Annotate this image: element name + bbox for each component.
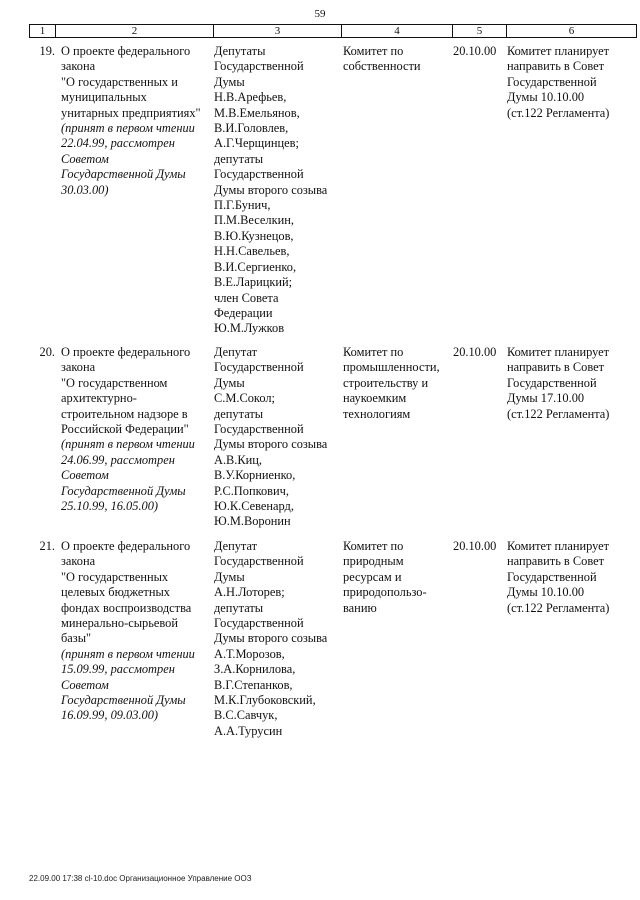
author-line: депутаты bbox=[214, 406, 264, 421]
bill-title-line: "О государственных и bbox=[61, 74, 178, 89]
plan-cell bbox=[507, 44, 637, 121]
author-line: Государственной bbox=[214, 554, 304, 569]
plan-line: Государственной bbox=[507, 375, 597, 390]
author-line: А.А.Турусин bbox=[214, 723, 283, 738]
committee-line: Комитет по bbox=[343, 539, 404, 553]
author-line: Р.С.Попкович, bbox=[214, 483, 289, 498]
column-header-1: 1 bbox=[30, 25, 56, 37]
plan-line: Государственной bbox=[507, 569, 597, 584]
author-line: Думы второго созыва bbox=[214, 631, 328, 646]
bill-title-line: муниципальных bbox=[61, 90, 147, 105]
column-header-6: 6 bbox=[568, 25, 575, 37]
committee-cell bbox=[343, 345, 451, 422]
bill-title-line: О проекте федерального bbox=[61, 539, 191, 553]
author-line: Федерации bbox=[214, 305, 273, 320]
plan-line: Комитет планирует bbox=[507, 539, 610, 553]
author-line: Думы bbox=[214, 74, 245, 89]
committee-line: наукоемким bbox=[343, 391, 407, 406]
committee-line: ванию bbox=[343, 600, 377, 615]
reading-note-line: 16.09.99, 09.03.00) bbox=[61, 708, 159, 723]
author-line: В.У.Корниенко, bbox=[214, 468, 296, 483]
bill-title-line: целевых бюджетных bbox=[61, 585, 170, 600]
bill-title-line: закона bbox=[61, 59, 96, 74]
author-line: Депутат bbox=[214, 345, 258, 359]
author-line: Ю.К.Севенард, bbox=[214, 499, 294, 514]
bill-title-line: "О государственных bbox=[61, 569, 169, 584]
bill-title-line: строительном надзоре в bbox=[61, 406, 188, 421]
committee-line: строительству и bbox=[343, 375, 429, 390]
reading-note-line: 15.09.99, рассмотрен bbox=[61, 662, 175, 677]
authors-cell bbox=[214, 44, 341, 337]
author-line: Думы второго созыва bbox=[214, 437, 328, 452]
plan-line: направить в Совет bbox=[507, 554, 605, 569]
committee-line: Комитет по bbox=[343, 44, 404, 58]
committee-line: собственности bbox=[343, 59, 421, 74]
bill-title-line: О проекте федерального bbox=[61, 44, 191, 58]
reading-note-line: 25.10.99, 16.05.00) bbox=[61, 499, 159, 514]
plan-cell bbox=[507, 539, 637, 616]
plan-line: (ст.122 Регламента) bbox=[507, 105, 610, 120]
reading-note-line: Советом bbox=[61, 151, 109, 166]
bill-title-cell bbox=[61, 539, 213, 724]
reading-note-line: 22.04.99, рассмотрен bbox=[61, 136, 175, 151]
plan-line: (ст.122 Регламента) bbox=[507, 406, 610, 421]
reading-note-line: (принят в первом чтении bbox=[61, 121, 195, 136]
date-cell: 20.10.00 bbox=[453, 44, 497, 58]
committee-line: технологиям bbox=[343, 406, 411, 421]
bill-title-line: О проекте федерального bbox=[61, 345, 191, 359]
bill-title-line: архитектурно- bbox=[61, 391, 137, 406]
authors-cell bbox=[214, 539, 341, 739]
committee-line: промышленности, bbox=[343, 360, 440, 375]
author-line: Думы второго созыва bbox=[214, 182, 328, 197]
plan-line: Думы 10.10.00 bbox=[507, 585, 585, 600]
author-line: Государственной bbox=[214, 616, 304, 631]
author-line: Государственной bbox=[214, 167, 304, 182]
entry-number: 19. bbox=[39, 44, 55, 58]
author-line: В.Е.Ларицкий; bbox=[214, 275, 293, 290]
author-line: член Совета bbox=[214, 290, 279, 305]
author-line: Депутаты bbox=[214, 44, 266, 58]
date-cell: 20.10.00 bbox=[453, 345, 497, 359]
author-line: В.С.Савчук, bbox=[214, 708, 278, 723]
author-line: Думы bbox=[214, 569, 245, 584]
author-line: Ю.М.Лужков bbox=[214, 321, 285, 336]
author-line: П.М.Веселкин, bbox=[214, 213, 294, 228]
column-header-row bbox=[29, 24, 637, 38]
plan-line: направить в Совет bbox=[507, 360, 605, 375]
entry-number: 20. bbox=[39, 345, 55, 359]
reading-note-line: Государственной Думы bbox=[61, 693, 186, 708]
author-line: А.Т.Морозов, bbox=[214, 646, 285, 661]
author-line: Государственной bbox=[214, 422, 304, 437]
plan-line: Комитет планирует bbox=[507, 345, 610, 359]
footer-info: 22.09.00 17:38 cl-10.doc Организационное Управление ООЗ bbox=[29, 874, 252, 883]
reading-note-line: 30.03.00) bbox=[61, 182, 109, 197]
authors-cell bbox=[214, 345, 341, 530]
plan-line: направить в Совет bbox=[507, 59, 605, 74]
committee-cell bbox=[343, 44, 451, 75]
bill-title-line: минерально-сырьевой bbox=[61, 616, 178, 631]
date-cell: 20.10.00 bbox=[453, 539, 497, 553]
author-line: Государственной bbox=[214, 360, 304, 375]
committee-line: ресурсам и bbox=[343, 569, 402, 584]
author-line: депутаты bbox=[214, 600, 264, 615]
reading-note-line: 24.06.99, рассмотрен bbox=[61, 452, 175, 467]
author-line: Думы bbox=[214, 375, 245, 390]
committee-line: Комитет по bbox=[343, 345, 404, 359]
page-number: 59 bbox=[314, 8, 326, 20]
author-line: М.В.Емельянов, bbox=[214, 105, 300, 120]
bill-title-line: "О государственном bbox=[61, 375, 168, 390]
author-line: депутаты bbox=[214, 151, 264, 166]
plan-line: (ст.122 Регламента) bbox=[507, 600, 610, 615]
plan-cell bbox=[507, 345, 637, 422]
reading-note-line: Государственной Думы bbox=[61, 483, 186, 498]
committee-line: природным bbox=[343, 554, 404, 569]
bill-title-line: базы" bbox=[61, 631, 92, 646]
column-header-3: 3 bbox=[214, 25, 342, 37]
author-line: Государственной bbox=[214, 59, 304, 74]
author-line: З.А.Корнилова, bbox=[214, 662, 296, 677]
author-line: М.К.Глубоковский, bbox=[214, 693, 316, 708]
reading-note-line: (принят в первом чтении bbox=[61, 437, 195, 452]
bill-title-line: закона bbox=[61, 554, 96, 569]
reading-note-line: (принят в первом чтении bbox=[61, 646, 195, 661]
column-header-4: 4 bbox=[342, 25, 453, 37]
bill-title-line: фондах воспроизводства bbox=[61, 600, 192, 615]
author-line: Ю.М.Воронин bbox=[214, 514, 291, 529]
author-line: Н.Н.Савельев, bbox=[214, 244, 290, 259]
author-line: А.В.Киц, bbox=[214, 452, 263, 467]
author-line: П.Г.Бунич, bbox=[214, 198, 271, 213]
reading-note-line: Советом bbox=[61, 468, 109, 483]
author-line: В.Ю.Кузнецов, bbox=[214, 228, 294, 243]
plan-line: Думы 17.10.00 bbox=[507, 391, 585, 406]
bill-title-cell bbox=[61, 44, 213, 198]
author-line: Н.В.Арефьев, bbox=[214, 90, 287, 105]
committee-line: природопользо- bbox=[343, 585, 427, 600]
author-line: С.М.Сокол; bbox=[214, 391, 275, 406]
author-line: А.Н.Лоторев; bbox=[214, 585, 285, 600]
bill-title-line: закона bbox=[61, 360, 96, 375]
author-line: В.Г.Степанков, bbox=[214, 677, 293, 692]
author-line: Депутат bbox=[214, 539, 258, 553]
plan-line: Комитет планирует bbox=[507, 44, 610, 58]
author-line: В.И.Сергиенко, bbox=[214, 259, 297, 274]
reading-note-line: Советом bbox=[61, 677, 109, 692]
committee-cell bbox=[343, 539, 451, 616]
column-header-5: 5 bbox=[453, 25, 507, 37]
plan-line: Государственной bbox=[507, 74, 597, 89]
bill-title-line: Российской Федерации" bbox=[61, 422, 189, 437]
author-line: А.Г.Черщинцев; bbox=[214, 136, 299, 151]
plan-line: Думы 10.10.00 bbox=[507, 90, 585, 105]
bill-title-line: унитарных предприятиях" bbox=[61, 105, 201, 120]
bill-title-cell bbox=[61, 345, 213, 514]
entry-number: 21. bbox=[39, 539, 55, 553]
author-line: В.И.Головлев, bbox=[214, 121, 289, 136]
reading-note-line: Государственной Думы bbox=[61, 167, 186, 182]
column-header-2: 2 bbox=[56, 25, 214, 37]
